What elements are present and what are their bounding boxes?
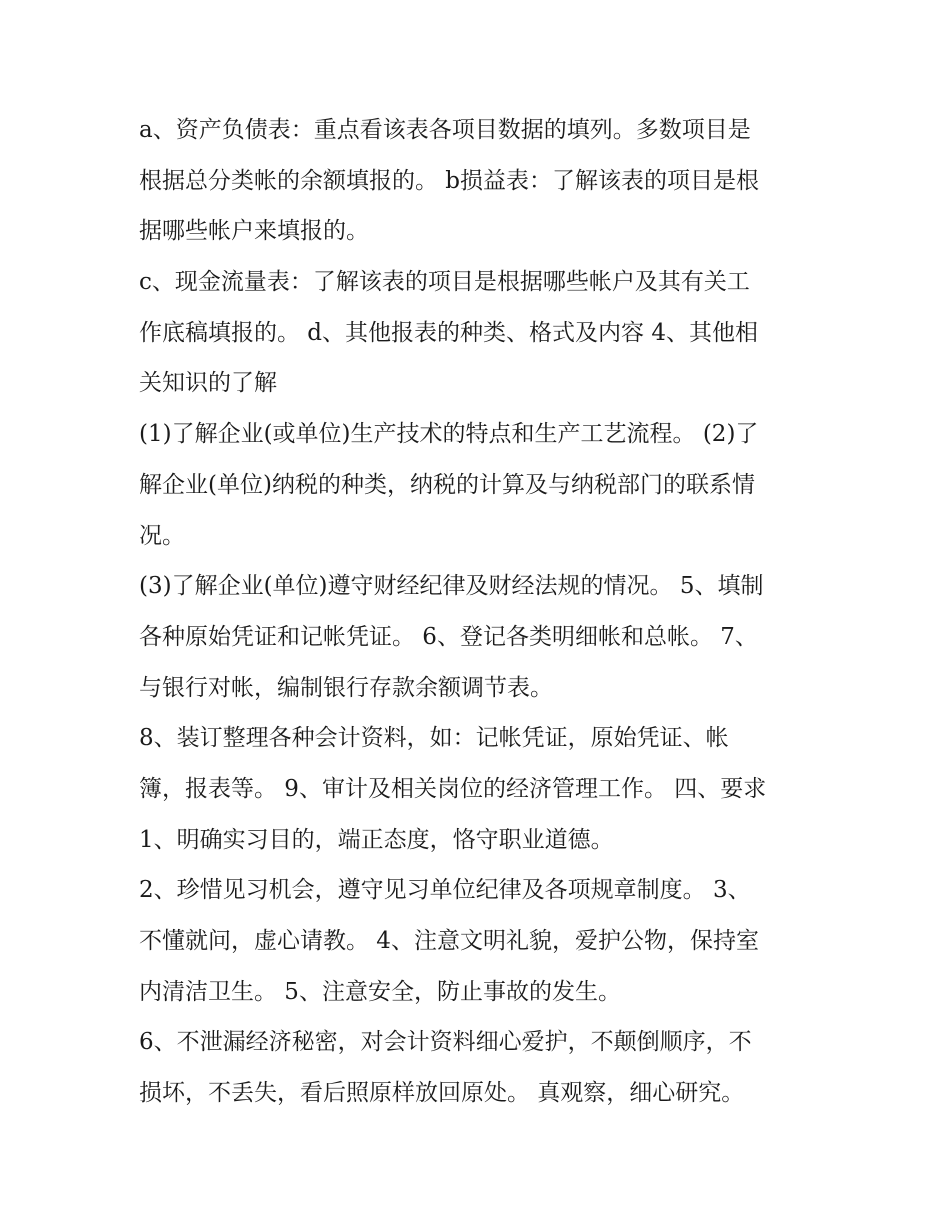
text-line: 解企业(单位)纳税的种类，纳税的计算及与纳税部门的联系情 <box>139 471 755 498</box>
text-line: 与银行对帐，编制银行存款余额调节表。 <box>139 674 553 701</box>
text-line: (1)了解企业(或单位)生产技术的特点和生产工艺流程。 (2)了 <box>139 421 759 448</box>
paragraph-cash-flow <box>139 257 815 409</box>
text-line: (3)了解企业(单位)遵守财经纪律及财经法规的情况。 5、填制 <box>139 573 764 600</box>
text-line: 不懂就问，虚心请教。 4、注意文明礼貌，爱护公物，保持室 <box>139 928 759 954</box>
paragraph-confidentiality <box>139 1017 815 1118</box>
text-line: 内清洁卫生。 5、注意安全，防止事故的发生。 <box>139 978 621 1005</box>
document-body <box>139 105 815 1119</box>
paragraph-enterprise-knowledge <box>139 409 815 561</box>
text-line: 关知识的了解 <box>139 370 277 397</box>
text-line: 据哪些帐户来填报的。 <box>139 218 369 245</box>
paragraph-financial-regulations <box>139 561 815 713</box>
text-line: 2、珍惜见习机会，遵守见习单位纪律及各项规章制度。 3、 <box>139 877 751 904</box>
text-line: 况。 <box>139 522 185 549</box>
text-line: 损坏，不丢失，看后照原样放回原处。 真观察，细心研究。 <box>139 1080 745 1107</box>
text-line: 根据总分类帐的余额填报的。 b损益表：了解该表的项目是根 <box>139 167 760 194</box>
text-line: 各种原始凭证和记帐凭证。 6、登记各类明细帐和总帐。 7、 <box>139 623 758 650</box>
text-line: 作底稿填报的。 d、其他报表的种类、格式及内容 4、其他相 <box>139 319 758 346</box>
paragraph-binding-materials <box>139 713 815 865</box>
text-line: c、现金流量表：了解该表的项目是根据哪些帐户及其有关工 <box>139 269 750 296</box>
paragraph-financial-statements <box>139 105 815 257</box>
text-line: 簿，报表等。 9、审计及相关岗位的经济管理工作。 四、要求 <box>139 775 767 802</box>
text-line: a、资产负债表：重点看该表各项目数据的填列。多数项目是 <box>139 117 751 143</box>
text-line: 6、不泄漏经济秘密，对会计资料细心爱护，不颠倒顺序，不 <box>139 1029 752 1056</box>
text-line: 1、明确实习目的，端正态度，恪守职业道德。 <box>139 826 614 853</box>
text-line: 8、装订整理各种会计资料，如：记帐凭证，原始凭证、帐 <box>139 725 729 752</box>
paragraph-requirements <box>139 865 815 1017</box>
